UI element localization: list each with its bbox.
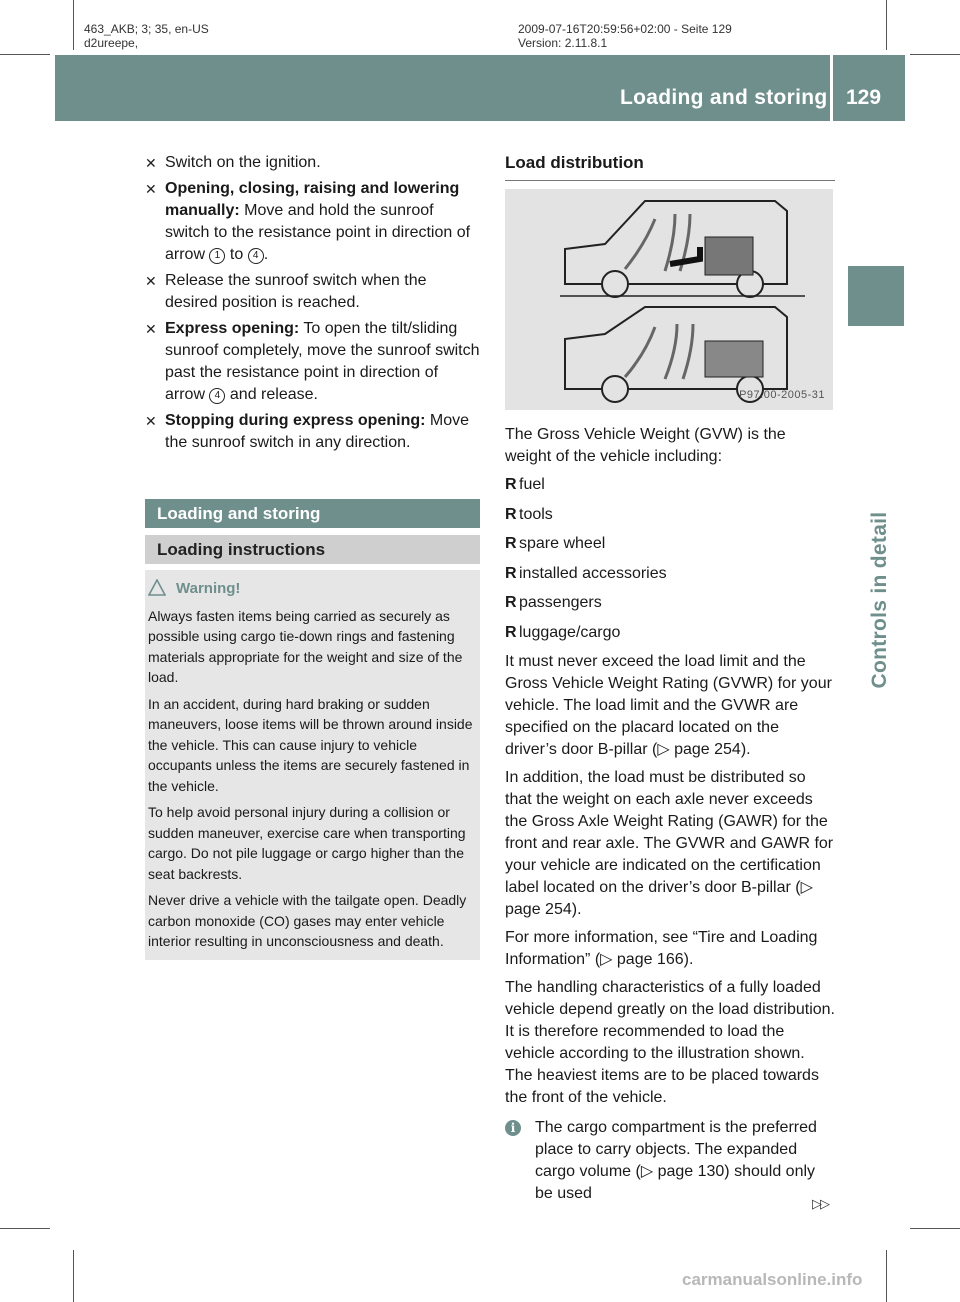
arrow-number-badge: 4	[209, 388, 225, 404]
body-paragraph: For more information, see “Tire and Loading Information” (▷ page 166).	[505, 929, 818, 968]
side-tab-marker	[848, 266, 904, 326]
step-bold-label: Opening, closing, raising and lowering manually:	[165, 180, 460, 219]
crop-mark	[73, 0, 74, 50]
list-item-text: passengers	[519, 594, 602, 611]
continue-arrow-icon: ▷▷	[812, 1196, 828, 1211]
bullet-mark: R	[505, 564, 517, 582]
gvw-components-list	[505, 474, 835, 644]
list-item	[505, 563, 835, 585]
bullet-mark: R	[505, 505, 517, 523]
list-item-text: spare wheel	[519, 535, 606, 552]
warning-box	[145, 570, 480, 960]
right-column	[505, 152, 835, 1205]
crop-mark	[73, 1250, 74, 1302]
sub-heading: Loading instructions	[145, 535, 480, 564]
left-column	[145, 152, 480, 960]
list-item	[505, 474, 835, 496]
meta-doc-author: d2ureepe,	[84, 36, 139, 50]
page-title: Loading and storing	[620, 86, 828, 109]
crop-mark	[910, 54, 960, 55]
crop-mark	[0, 54, 50, 55]
arrow-number-badge: 4	[248, 248, 264, 264]
step-text: and release.	[225, 386, 318, 403]
list-item-text: fuel	[519, 476, 545, 493]
list-item	[505, 622, 835, 644]
list-item	[505, 504, 835, 526]
warning-paragraph: In an accident, during hard braking or sudden maneuvers, loose items will be thrown around inside the vehicle. This can cause injury to vehicle occupants unless the items are securely fastened in the vehicle.	[148, 695, 473, 794]
body-paragraph: In addition, the load must be distributed so that the weight on each axle never exceeds the Gross Axle Weight Rating (GAWR) for the front and rear axle. The GVWR and GAWR for your vehicle are indicated on the certification label located on the driver’s door B-pillar (▷ page 254).	[505, 769, 834, 918]
warning-paragraph: Never drive a vehicle with the tailgate open. Deadly carbon monoxide (CO) gases may enter vehicle interior resulting in unconsciousness and death.	[148, 892, 467, 949]
step-arrow-icon: ✕	[145, 321, 157, 337]
step-text: Release the sunroof switch when the desired position is reached.	[165, 272, 427, 311]
chapter-label: Controls in detail	[868, 511, 891, 689]
arrow-number-badge: 1	[209, 248, 225, 264]
warning-paragraph: To help avoid personal injury during a collision or sudden maneuver, exercise care when transporting cargo. Do not pile luggage or cargo higher than the seat backrests.	[148, 804, 466, 882]
info-note	[505, 1117, 835, 1205]
warning-paragraph: Always fasten items being carried as securely as possible using cargo tie-down rings and fastening materials appropriate for the weight and size of the load.	[148, 607, 463, 685]
gvw-intro: The Gross Vehicle Weight (GVW) is the weight of the vehicle including:	[505, 426, 786, 465]
watermark: carmanualsonline.info	[682, 1270, 863, 1289]
header-divider	[830, 55, 833, 121]
instruction-step	[145, 318, 480, 406]
vehicle-load-diagram	[505, 189, 833, 410]
info-text: The cargo compartment is the preferred place to carry objects. The expanded cargo volume (▷ page 130) should only be used	[535, 1119, 817, 1202]
bullet-mark: R	[505, 594, 517, 611]
step-arrow-icon: ✕	[145, 413, 157, 429]
warning-triangle-icon	[148, 579, 170, 602]
instruction-step	[145, 410, 480, 454]
step-text: to	[225, 246, 248, 263]
list-item	[505, 592, 835, 614]
load-distribution-heading: Load distribution	[505, 152, 835, 181]
step-text: .	[263, 246, 269, 263]
list-item-text: tools	[519, 505, 553, 523]
step-text: To open the tilt/sliding sunroof completely, move the sunroof switch past the resistance point in direction of arrow	[165, 320, 480, 403]
bullet-mark: R	[505, 476, 517, 493]
body-paragraph: It must never exceed the load limit and the Gross Vehicle Weight Rating (GVWR) for your vehicle. The load limit and the GVWR are specified on the placard located on the driver’s door B-pillar (▷ page 254).	[505, 653, 832, 758]
page-number: 129	[846, 86, 882, 109]
crop-mark	[886, 1250, 887, 1302]
step-arrow-icon: ✕	[145, 181, 157, 197]
figure-caption: P97.00-2005-31	[739, 389, 825, 401]
crop-mark	[0, 1228, 50, 1229]
list-item-text: installed accessories	[519, 564, 667, 582]
meta-version: Version: 2.11.8.1	[518, 36, 608, 50]
body-paragraph: The handling characteristics of a fully loaded vehicle depend greatly on the load distribution. It is therefore recommended to load the vehicle according to the illustration shown. The heaviest items are to be placed towards the front of the vehicle.	[505, 979, 835, 1106]
step-text: Move the sunroof switch in any direction.	[165, 412, 470, 451]
step-text: Move and hold the sunroof switch to the resistance point in direction of arrow	[165, 202, 471, 263]
warning-title: Warning!	[176, 580, 241, 597]
instruction-step	[145, 152, 480, 174]
crop-mark	[886, 0, 887, 50]
step-text: Switch on the ignition.	[165, 154, 321, 171]
instruction-step	[145, 178, 480, 266]
list-item	[505, 533, 835, 555]
load-distribution-illustration	[505, 189, 833, 410]
bullet-mark: R	[505, 535, 517, 552]
step-bold-label: Express opening:	[165, 320, 300, 337]
section-heading: Loading and storing	[145, 499, 480, 528]
info-icon: i	[505, 1120, 521, 1136]
step-arrow-icon: ✕	[145, 155, 157, 171]
bullet-mark: R	[505, 623, 517, 641]
step-arrow-icon: ✕	[145, 273, 157, 289]
list-item-text: luggage/cargo	[519, 623, 621, 641]
step-bold-label: Stopping during express opening:	[165, 412, 426, 429]
meta-doc-id: 463_AKB; 3; 35, en-US	[84, 22, 209, 36]
meta-timestamp: 2009-07-16T20:59:56+02:00 - Seite 129	[518, 22, 732, 36]
crop-mark	[910, 1228, 960, 1229]
instruction-step	[145, 270, 480, 314]
